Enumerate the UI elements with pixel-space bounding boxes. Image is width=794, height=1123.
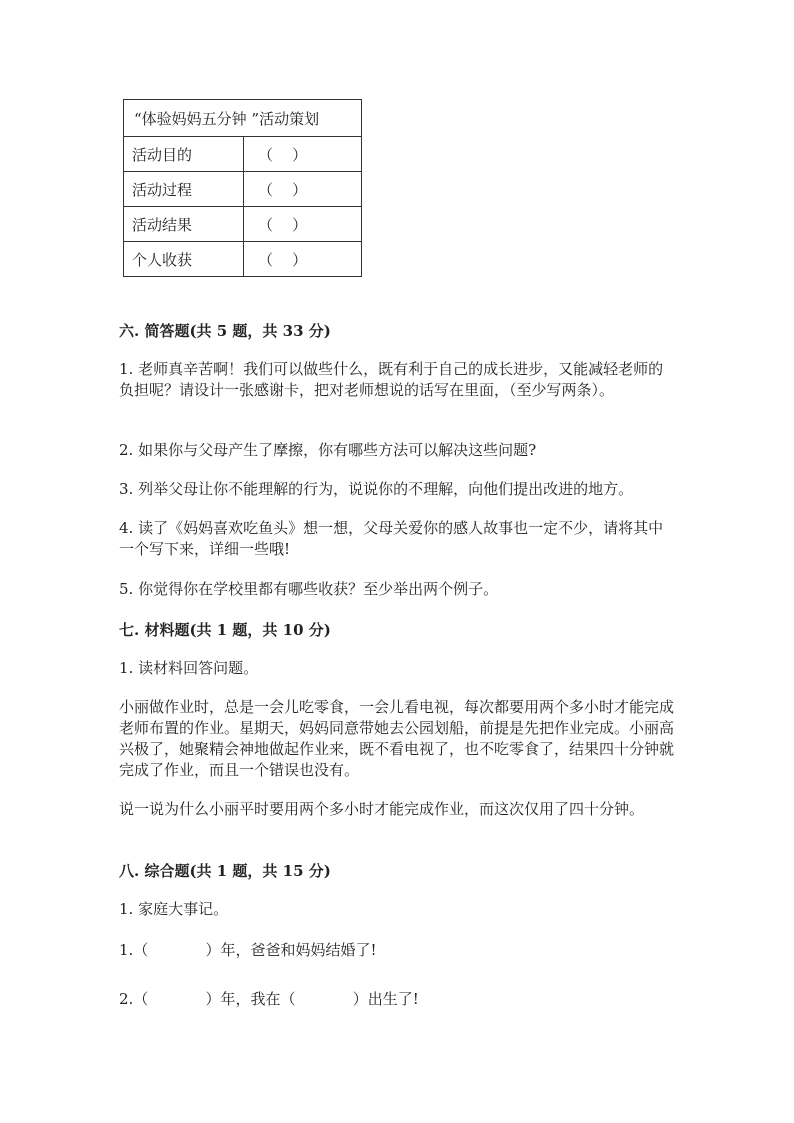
question-3: 3. 列举父母让你不能理解的行为，说说你的不理解，向他们提出改进的地方。 — [119, 480, 634, 498]
table-title: “体验妈妈五分钟 ”活动策划 — [124, 100, 362, 137]
row-label: 活动过程 — [124, 172, 244, 207]
question-4: 4. 读了《妈妈喜欢吃鱼头》想一想，父母关爱你的感人故事也一定不少，请将其中一个写下来，详细一些哦! — [119, 519, 664, 558]
answer-blank: （ ） — [244, 137, 362, 172]
material-passage: 小丽做作业时，总是一会儿吃零食，一会儿看电视，每次都要用两个多小时才能完成老师布置的作业。星期天，妈妈同意带她去公园划船，前提是先把作业完成。小丽高兴极了，她聚精会神地做起作业来，既不看电视了，也不吃零食了，结果四十分钟就完成了作业，而且一个错误也没有。 — [119, 698, 675, 779]
section-eight-heading: 八. 综合题(共 1 题，共 15 分) — [119, 862, 331, 880]
section-six-heading: 六. 简答题(共 5 题，共 33 分) — [119, 322, 331, 340]
question-5: 5. 你觉得你在学校里都有哪些收获？至少举出两个例子。 — [119, 580, 499, 598]
question-1: 1. 老师真辛苦啊！我们可以做些什么，既有利于自己的成长进步，又能减轻老师的负担呢？请设计一张感谢卡，把对老师想说的话写在里面，（至少写两条）。 — [119, 360, 664, 399]
table-row — [124, 137, 362, 172]
section-seven-heading: 七. 材料题(共 1 题，共 10 分) — [119, 621, 331, 639]
table-row — [124, 172, 362, 207]
answer-blank: （ ） — [244, 242, 362, 277]
question-2: 2. 如果你与父母产生了摩擦，你有哪些方法可以解决这些问题? — [119, 441, 537, 459]
answer-blank: （ ） — [244, 172, 362, 207]
table-row — [124, 242, 362, 277]
answer-blank: （ ） — [244, 207, 362, 242]
table-title-row — [124, 100, 362, 137]
row-label: 活动目的 — [124, 137, 244, 172]
row-label: 个人收获 — [124, 242, 244, 277]
family-record-line-2: 2.（ ）年，我在（ ）出生了! — [119, 990, 419, 1008]
table-row — [124, 207, 362, 242]
family-record-prompt: 1. 家庭大事记。 — [119, 900, 229, 918]
family-record-line-1: 1.（ ）年，爸爸和妈妈结婚了! — [119, 941, 377, 959]
row-label: 活动结果 — [124, 207, 244, 242]
activity-plan-table — [123, 99, 362, 277]
material-prompt: 1. 读材料回答问题。 — [119, 659, 259, 677]
material-question: 说一说为什么小丽平时要用两个多小时才能完成作业，而这次仅用了四十分钟。 — [119, 800, 645, 818]
